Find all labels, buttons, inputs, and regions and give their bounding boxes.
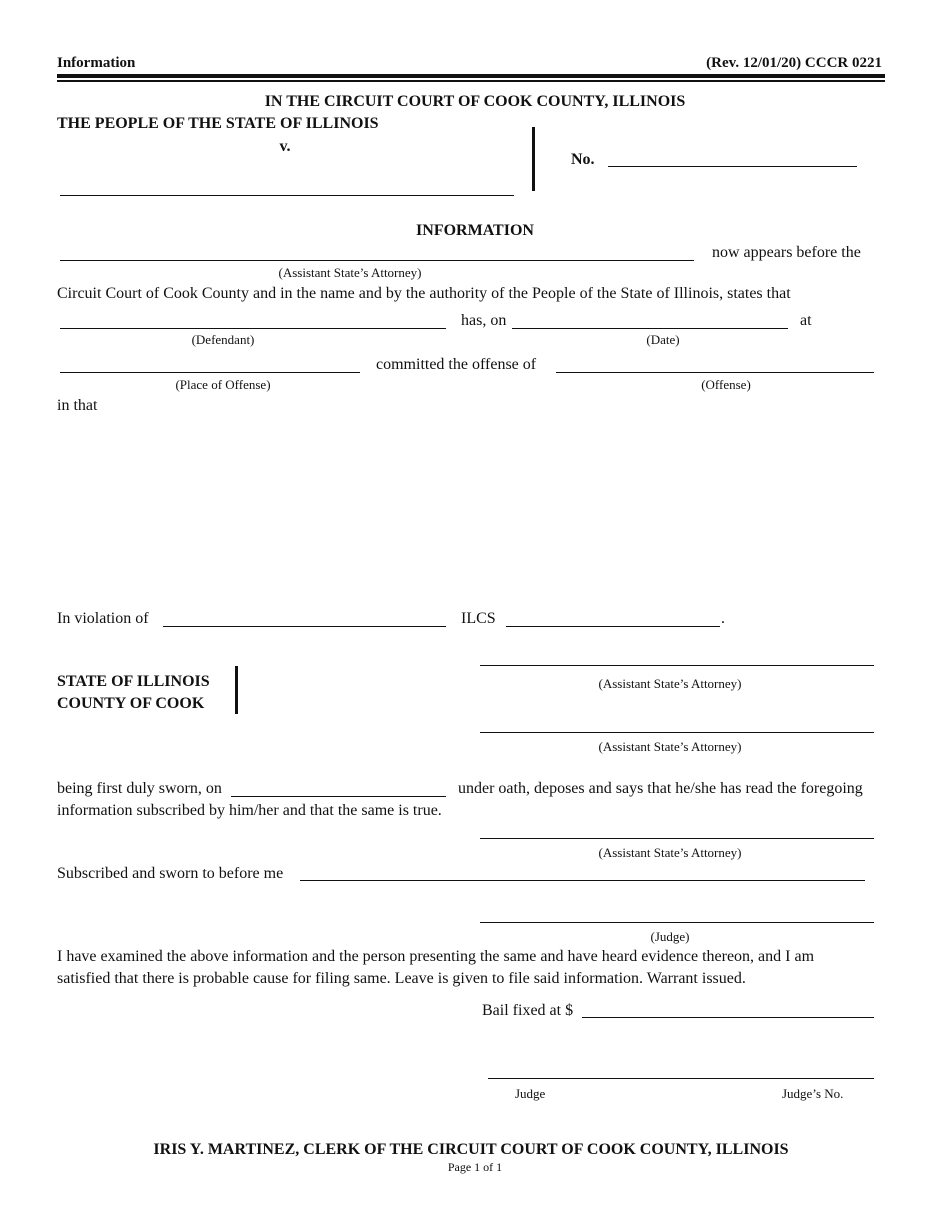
statute-section-field[interactable] xyxy=(506,626,720,627)
asa-name-label: (Assistant State’s Attorney) xyxy=(278,265,422,280)
offense-label: (Offense) xyxy=(701,377,751,392)
authority-text: Circuit Court of Cook County and in the name and by the authority of the People of the State of Illinois, states that xyxy=(57,285,791,302)
judge-signature-line[interactable] xyxy=(480,922,874,923)
venue-county: COUNTY OF COOK xyxy=(57,695,205,712)
asa-name-field[interactable] xyxy=(60,260,694,261)
subscribed-field[interactable] xyxy=(300,880,865,881)
asa-signature-label-2: (Assistant State’s Attorney) xyxy=(598,739,742,754)
doc-title: INFORMATION xyxy=(416,222,534,239)
ilcs-text: ILCS xyxy=(461,610,496,627)
judge-label: Judge xyxy=(515,1086,546,1101)
case-number-field[interactable] xyxy=(608,166,857,167)
defendant-label: (Defendant) xyxy=(191,332,255,347)
appears-text: now appears before the xyxy=(712,244,861,261)
oath-line-2: information subscribed by him/her and that the same is true. xyxy=(57,802,442,819)
place-of-offense-field[interactable] xyxy=(60,372,360,373)
form-name: Information xyxy=(57,55,136,71)
asa-signature-line-3[interactable] xyxy=(480,838,874,839)
sworn-date-field[interactable] xyxy=(231,796,446,797)
asa-signature-line-1[interactable] xyxy=(480,665,874,666)
date-label: (Date) xyxy=(646,332,680,347)
finding-line-2: satisfied that there is probable cause for filing same. Leave is given to file said information. Warrant issued. xyxy=(57,970,746,987)
finding-line-1: I have examined the above information and the person presenting the same and have heard evidence thereon, and I am xyxy=(57,948,815,965)
defendant-field[interactable] xyxy=(60,328,446,329)
asa-signature-label-1: (Assistant State’s Attorney) xyxy=(598,676,742,691)
clerk-footer: IRIS Y. MARTINEZ, CLERK OF THE CIRCUIT COURT OF COOK COUNTY, ILLINOIS xyxy=(153,1141,789,1158)
judge-signature-label: (Judge) xyxy=(650,929,690,944)
judge-final-signature-line[interactable] xyxy=(488,1078,874,1079)
bail-amount-field[interactable] xyxy=(582,1017,874,1018)
statute-chapter-field[interactable] xyxy=(163,626,446,627)
offense-field[interactable] xyxy=(556,372,874,373)
sworn-on-text: being first duly sworn, on xyxy=(57,780,222,797)
in-violation-of-text: In violation of xyxy=(57,610,149,627)
bail-label: Bail fixed at $ xyxy=(482,1002,574,1019)
judge-number-label: Judge’s No. xyxy=(782,1086,844,1101)
court-title: IN THE CIRCUIT COURT OF COOK COUNTY, ILLINOIS xyxy=(264,93,686,110)
place-of-offense-label: (Place of Offense) xyxy=(175,377,271,392)
violation-period: . xyxy=(721,610,725,627)
subscribed-text: Subscribed and sworn to before me xyxy=(57,865,284,882)
at-text: at xyxy=(800,312,812,329)
has-on-text: has, on xyxy=(461,312,507,329)
versus: v. xyxy=(279,138,291,155)
asa-signature-line-2[interactable] xyxy=(480,732,874,733)
in-that-text: in that xyxy=(57,397,98,414)
committed-text: committed the offense of xyxy=(376,356,537,373)
date-field[interactable] xyxy=(512,328,788,329)
header-rule-thick xyxy=(57,74,885,78)
under-oath-text: under oath, deposes and says that he/she has read the foregoing xyxy=(458,780,863,797)
asa-signature-label-3: (Assistant State’s Attorney) xyxy=(598,845,742,860)
form-revision: (Rev. 12/01/20) CCCR 0221 xyxy=(706,55,882,71)
case-number-label: No. xyxy=(571,151,595,168)
caption-divider xyxy=(532,127,535,191)
plaintiff: THE PEOPLE OF THE STATE OF ILLINOIS xyxy=(57,115,379,132)
page-number: Page 1 of 1 xyxy=(447,1160,503,1174)
venue-divider xyxy=(235,666,238,714)
header-rule-thin xyxy=(57,80,885,82)
venue-state: STATE OF ILLINOIS xyxy=(57,673,210,690)
defendant-caption-field[interactable] xyxy=(60,195,514,196)
